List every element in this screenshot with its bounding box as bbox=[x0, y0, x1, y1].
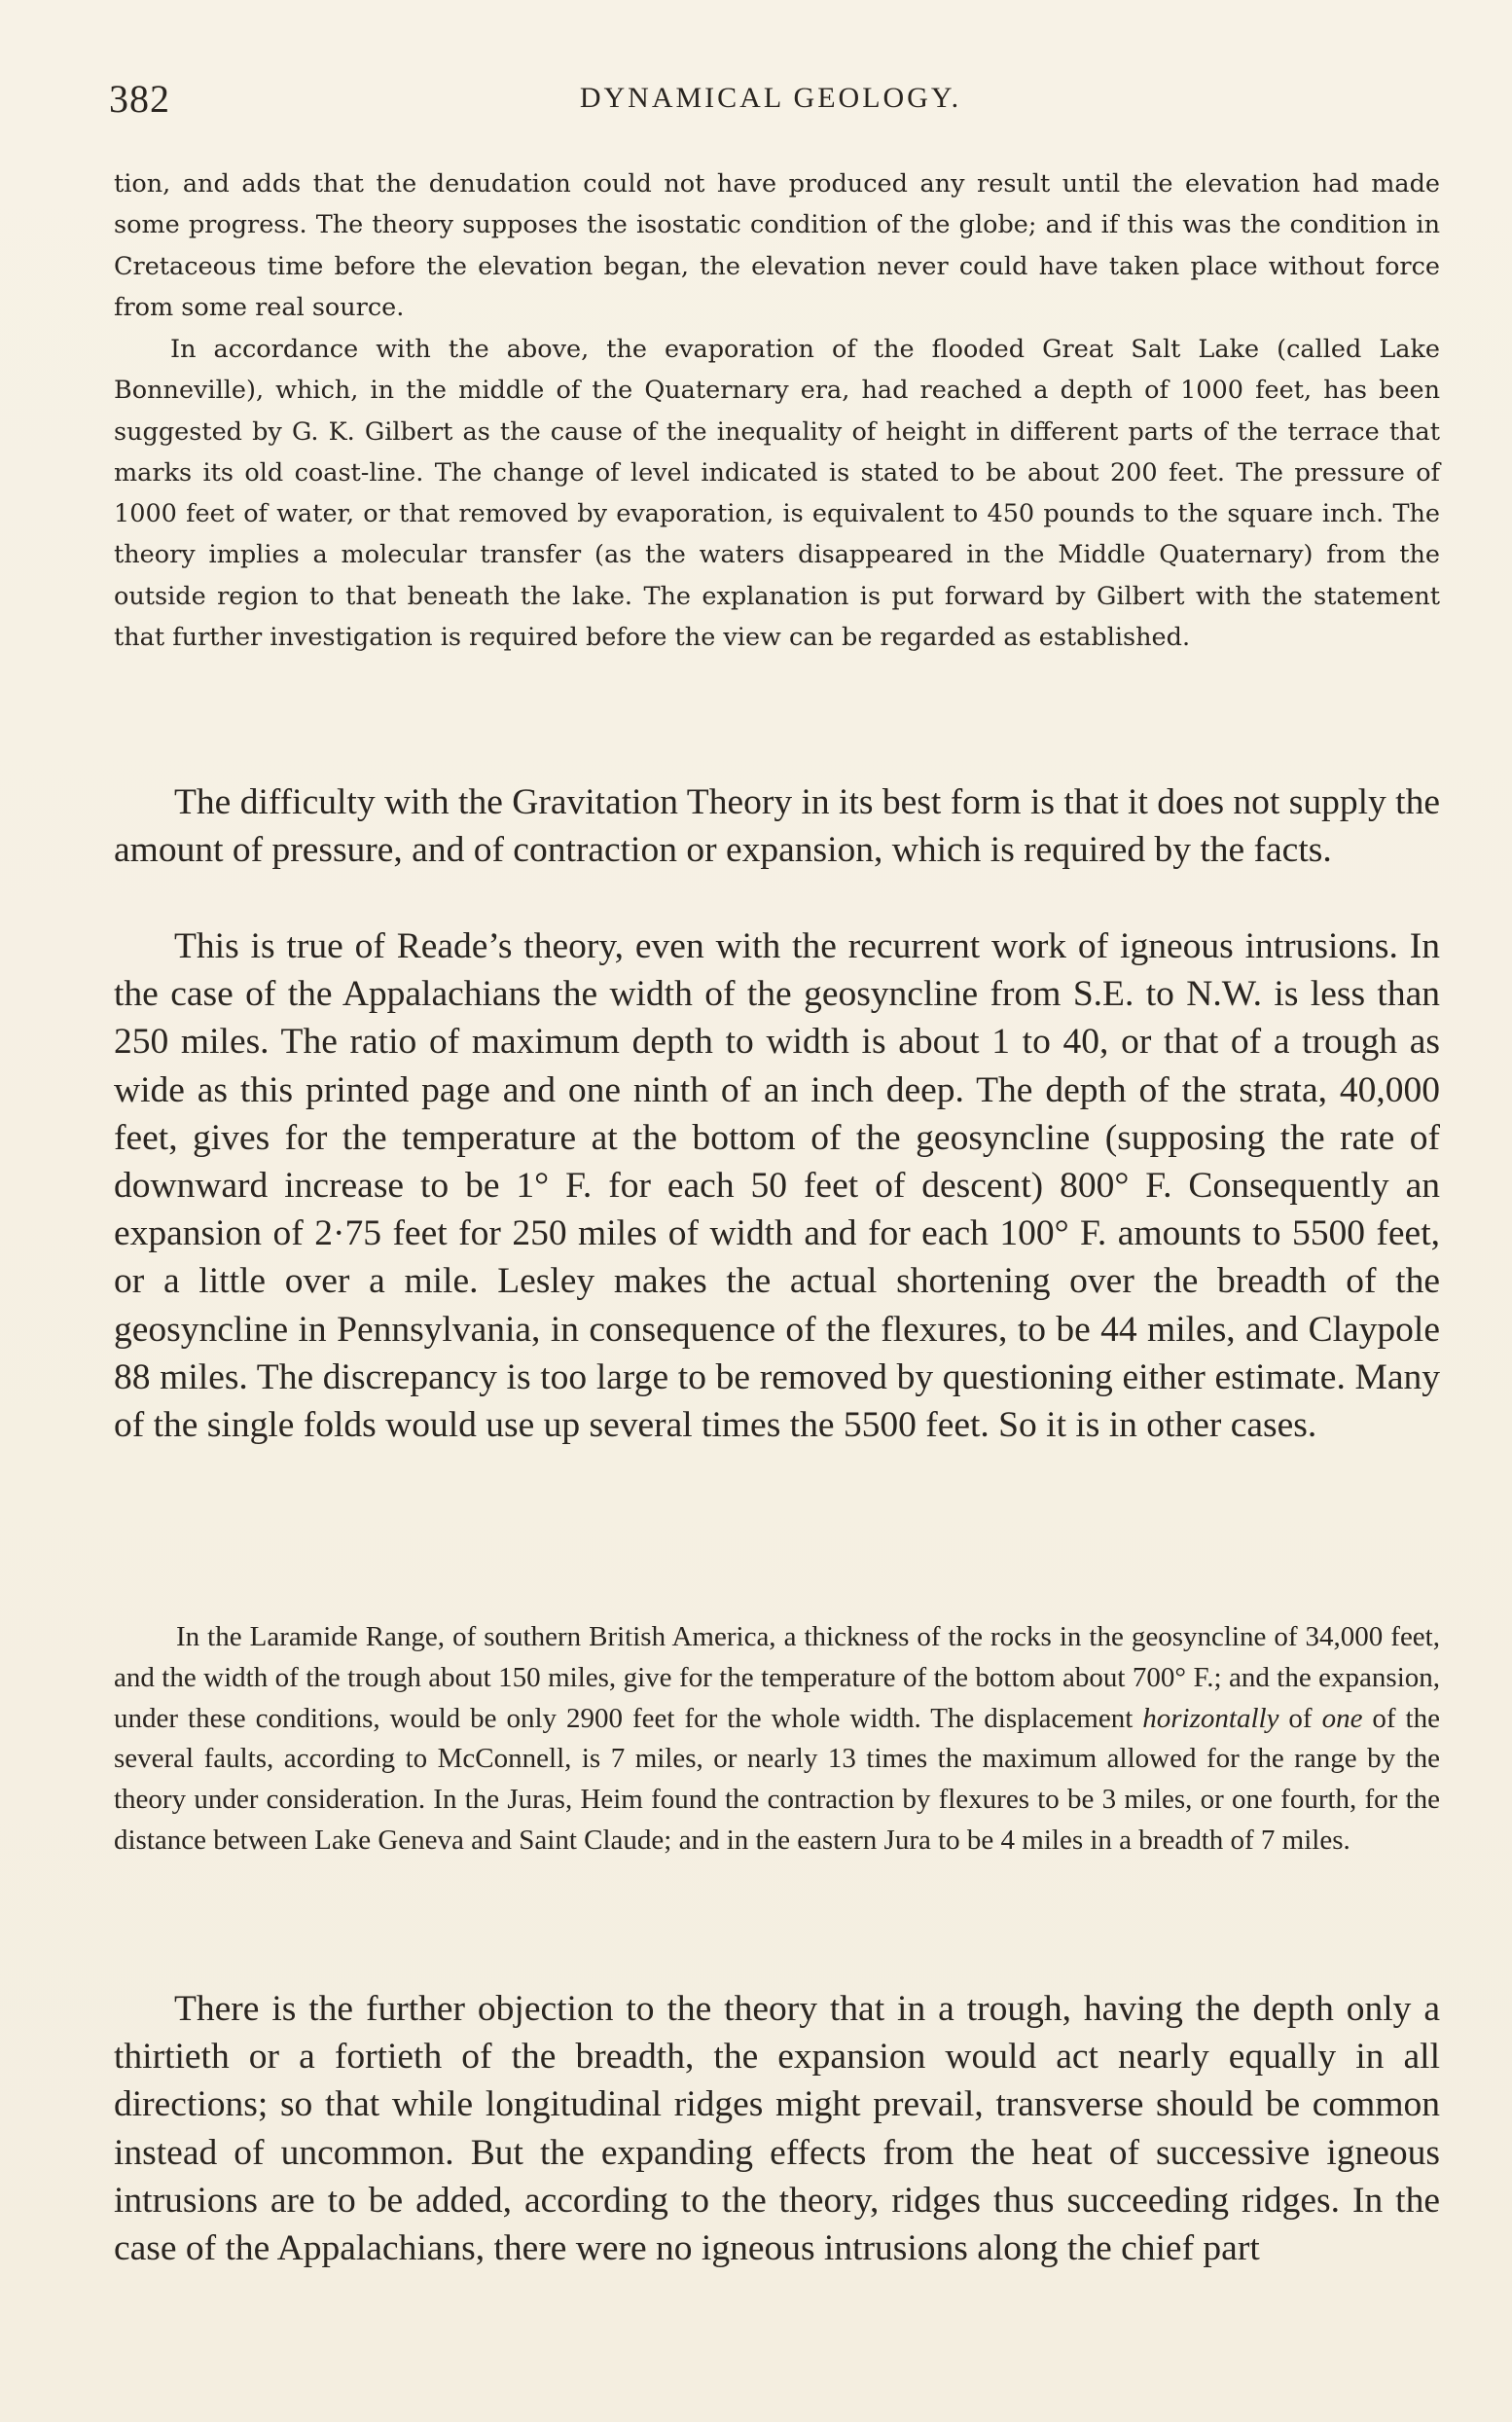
note-emphasis-one: one bbox=[1321, 1702, 1363, 1734]
paragraph-lake-bonneville: In accordance with the above, the evaporation of the flooded Great Salt Lake (called Lake Bonneville), which, in the middle of the Quaternary era, had reached a depth of 1000 feet, has been suggested by G. K. Gilbert as the cause of the inequality of height in different parts of the terrace that marks its old coast-line. The change of level indicated is stated to be about 200 feet. The pressure of 1000 feet of water, or that removed by evaporation, is equivalent to 450 pounds to the square inch. The theory implies a molecular transfer (as the waters disappeared in the Middle Quaternary) from the outside region to that beneath the lake. The explanation is put forward by Gilbert with the statement that further investigation is required before the view can be regarded as established. bbox=[114, 335, 1440, 653]
paragraph-gravitation-difficulty: The difficulty with the Gravitation Theory in its best form is that it does not supply the amount of pressure, and of contraction or expansion, which is required by the facts. bbox=[114, 782, 1440, 871]
paragraph-laramide-note bbox=[114, 1617, 1440, 1862]
paragraph-continuation: tion, and adds that the denudation could not have produced any result until the elevation had made some progress. The theory supposes the isostatic condition of the globe; and if this was the condition in Cretaceous time before the elevation began, the elevation never could have taken place without force from some real source. bbox=[114, 169, 1440, 322]
paragraph-further-objection: There is the further objection to the theory that in a trough, having the depth only a thirtieth or a fortieth of the breadth, the expansion would act nearly equally in all directions; so that while longitudinal ridges might prevail, transverse should be common instead of uncommon. But the expanding effects from the heat of successive igneous intrusions are to be added, according to the theory, ridges thus succeeding ridges. In the case of the Appalachians, there were no igneous intrusions along the chief part bbox=[114, 1989, 1440, 2269]
note-emphasis-horizontally: horizontally bbox=[1142, 1702, 1279, 1734]
note-text-a: In the Laramide Range, of southern British America, a thickness of the rocks in the geosyncline of 34,000 feet, and the width of the trough about 150 miles, give for the temperature of the bottom about 700° F.; and the expansion, under these conditions, would be only 2900 feet for the whole width. The displacement bbox=[114, 1621, 1440, 1734]
page-number: 382 bbox=[109, 77, 170, 121]
running-title: DYNAMICAL GEOLOGY. bbox=[579, 82, 962, 114]
note-text-b: of bbox=[1278, 1702, 1322, 1734]
note-text-c: of the several faults, according to McConnell, is 7 miles, or nearly 13 times the maximum allowed for the range by the theory under consideration. In the Juras, Heim found the contraction by flexures to be 3 miles, or one fourth, for the distance between Lake Geneva and Saint Claude; and in the eastern Jura to be 4 miles in a breadth of 7 miles. bbox=[114, 1702, 1440, 1856]
paragraph-reades-theory: This is true of Reade’s theory, even with the recurrent work of igneous intrusions. In the case of the Appalachians the width of the geosyncline from S.E. to N.W. is less than 250 miles. The ratio of maximum depth to width is about 1 to 40, or that of a trough as wide as this printed page and one ninth of an inch deep. The depth of the strata, 40,000 feet, gives for the temperature at the bottom of the geosyncline (supposing the rate of downward increase to be 1° F. for each 50 feet of descent) 800° F. Consequently an expansion of 2·75 feet for 250 miles of width and for each 100° F. amounts to 5500 feet, or a little over a mile. Lesley makes the actual shortening over the breadth of the geosyncline in Pennsylvania, in consequence of the flexures, to be 44 miles, and Claypole 88 miles. The discrepancy is too large to be removed by questioning either estimate. Many of the single folds would use up several times the 5500 feet. So it is in other cases. bbox=[114, 926, 1440, 1446]
page-header bbox=[109, 76, 1432, 134]
